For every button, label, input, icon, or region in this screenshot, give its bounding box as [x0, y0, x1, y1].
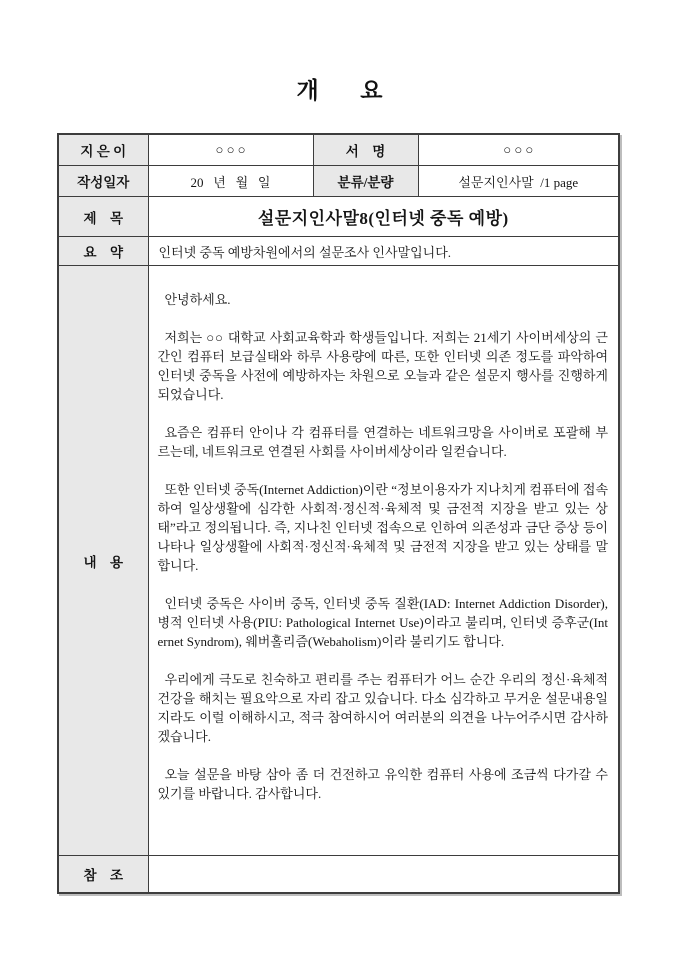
subject-value: 설문지인사말8(인터넷 중독 예방)	[148, 197, 619, 237]
table-row	[58, 197, 619, 237]
date-value: 20 년 월 일	[148, 166, 313, 197]
author-value: ○ ○ ○	[148, 134, 313, 166]
book-title-label: 서 명	[313, 134, 418, 166]
table-row	[58, 856, 619, 894]
table-row	[58, 237, 619, 266]
category-value: 설문지인사말 /1 page	[418, 166, 619, 197]
table-row	[58, 166, 619, 197]
summary-label: 요 약	[58, 237, 148, 266]
content-paragraph: 오늘 설문을 바탕 삼아 좀 더 건전하고 유익한 컴퓨터 사용에 조금씩 다가갈 수 있기를 바랍니다. 감사합니다.	[157, 767, 608, 801]
overview-table	[57, 133, 620, 894]
content-paragraph: 요즘은 컴퓨터 안이나 각 컴퓨터를 연결하는 네트워크망을 사이버로 포괄해 부르는데, 네트워크로 연결된 사회를 사이버세상이라 일컫습니다.	[157, 425, 608, 459]
content-paragraph: 인터넷 중독은 사이버 중독, 인터넷 중독 질환(IAD: Internet Addiction Disorder), 병적 인터넷 사용(PIU: Pathological Internet Use)이라고 불리며, 인터넷 증후군(Internet Syndrom), 웨버홀리즘(Webaholism)이라 불리기도 합니다.	[157, 596, 608, 649]
content-text	[158, 290, 609, 803]
date-label: 작성일자	[58, 166, 148, 197]
content-label: 내 용	[58, 266, 148, 856]
reference-label: 참 조	[58, 856, 148, 894]
content-paragraph: 저희는 ○○ 대학교 사회교육학과 학생들입니다. 저희는 21세기 사이버세상의 근간인 컴퓨터 보급실태와 하루 사용량에 따른, 또한 인터넷 의존 정도를 파악하여 인터넷 중독을 사전에 예방하자는 차원으로 오늘과 같은 설문지 행사를 진행하게 되었습니다.	[157, 330, 608, 402]
book-title-value: ○ ○ ○	[418, 134, 619, 166]
table-row	[58, 134, 619, 166]
summary-value: 인터넷 중독 예방차원에서의 설문조사 인사말입니다.	[148, 237, 619, 266]
author-label: 지 은 이	[58, 134, 148, 166]
content-paragraph: 우리에게 극도로 친숙하고 편리를 주는 컴퓨터가 어느 순간 우리의 정신·육체적 건강을 해치는 필요악으로 자리 잡고 있습니다. 다소 심각하고 무거운 설문내용일지라도 이럴 이해하시고, 적극 참여하시어 여러분의 의견을 나누어주시면 감사하겠습니다.	[157, 672, 608, 744]
content-paragraph: 또한 인터넷 중독(Internet Addiction)이란 “정보이용자가 지나치게 컴퓨터에 접속하여 일상생활에 심각한 사회적·정신적·육체적 및 금전적 지장을 받고 있는 상태”라고 정의됩니다. 즉, 지나친 인터넷 접속으로 인하여 의존성과 금단 증상 등이 나타나 일상생활에 사회적·정신적·육체적 및 금전적 지장을 받고 있는 상태를 말합니다.	[157, 482, 608, 573]
category-label: 분류/분량	[313, 166, 418, 197]
table-row	[58, 266, 619, 856]
subject-label: 제 목	[58, 197, 148, 237]
page-title: 개 요	[296, 78, 384, 103]
content-paragraph: 안녕하세요.	[164, 292, 231, 307]
reference-value	[148, 856, 619, 894]
content-value	[148, 266, 619, 856]
